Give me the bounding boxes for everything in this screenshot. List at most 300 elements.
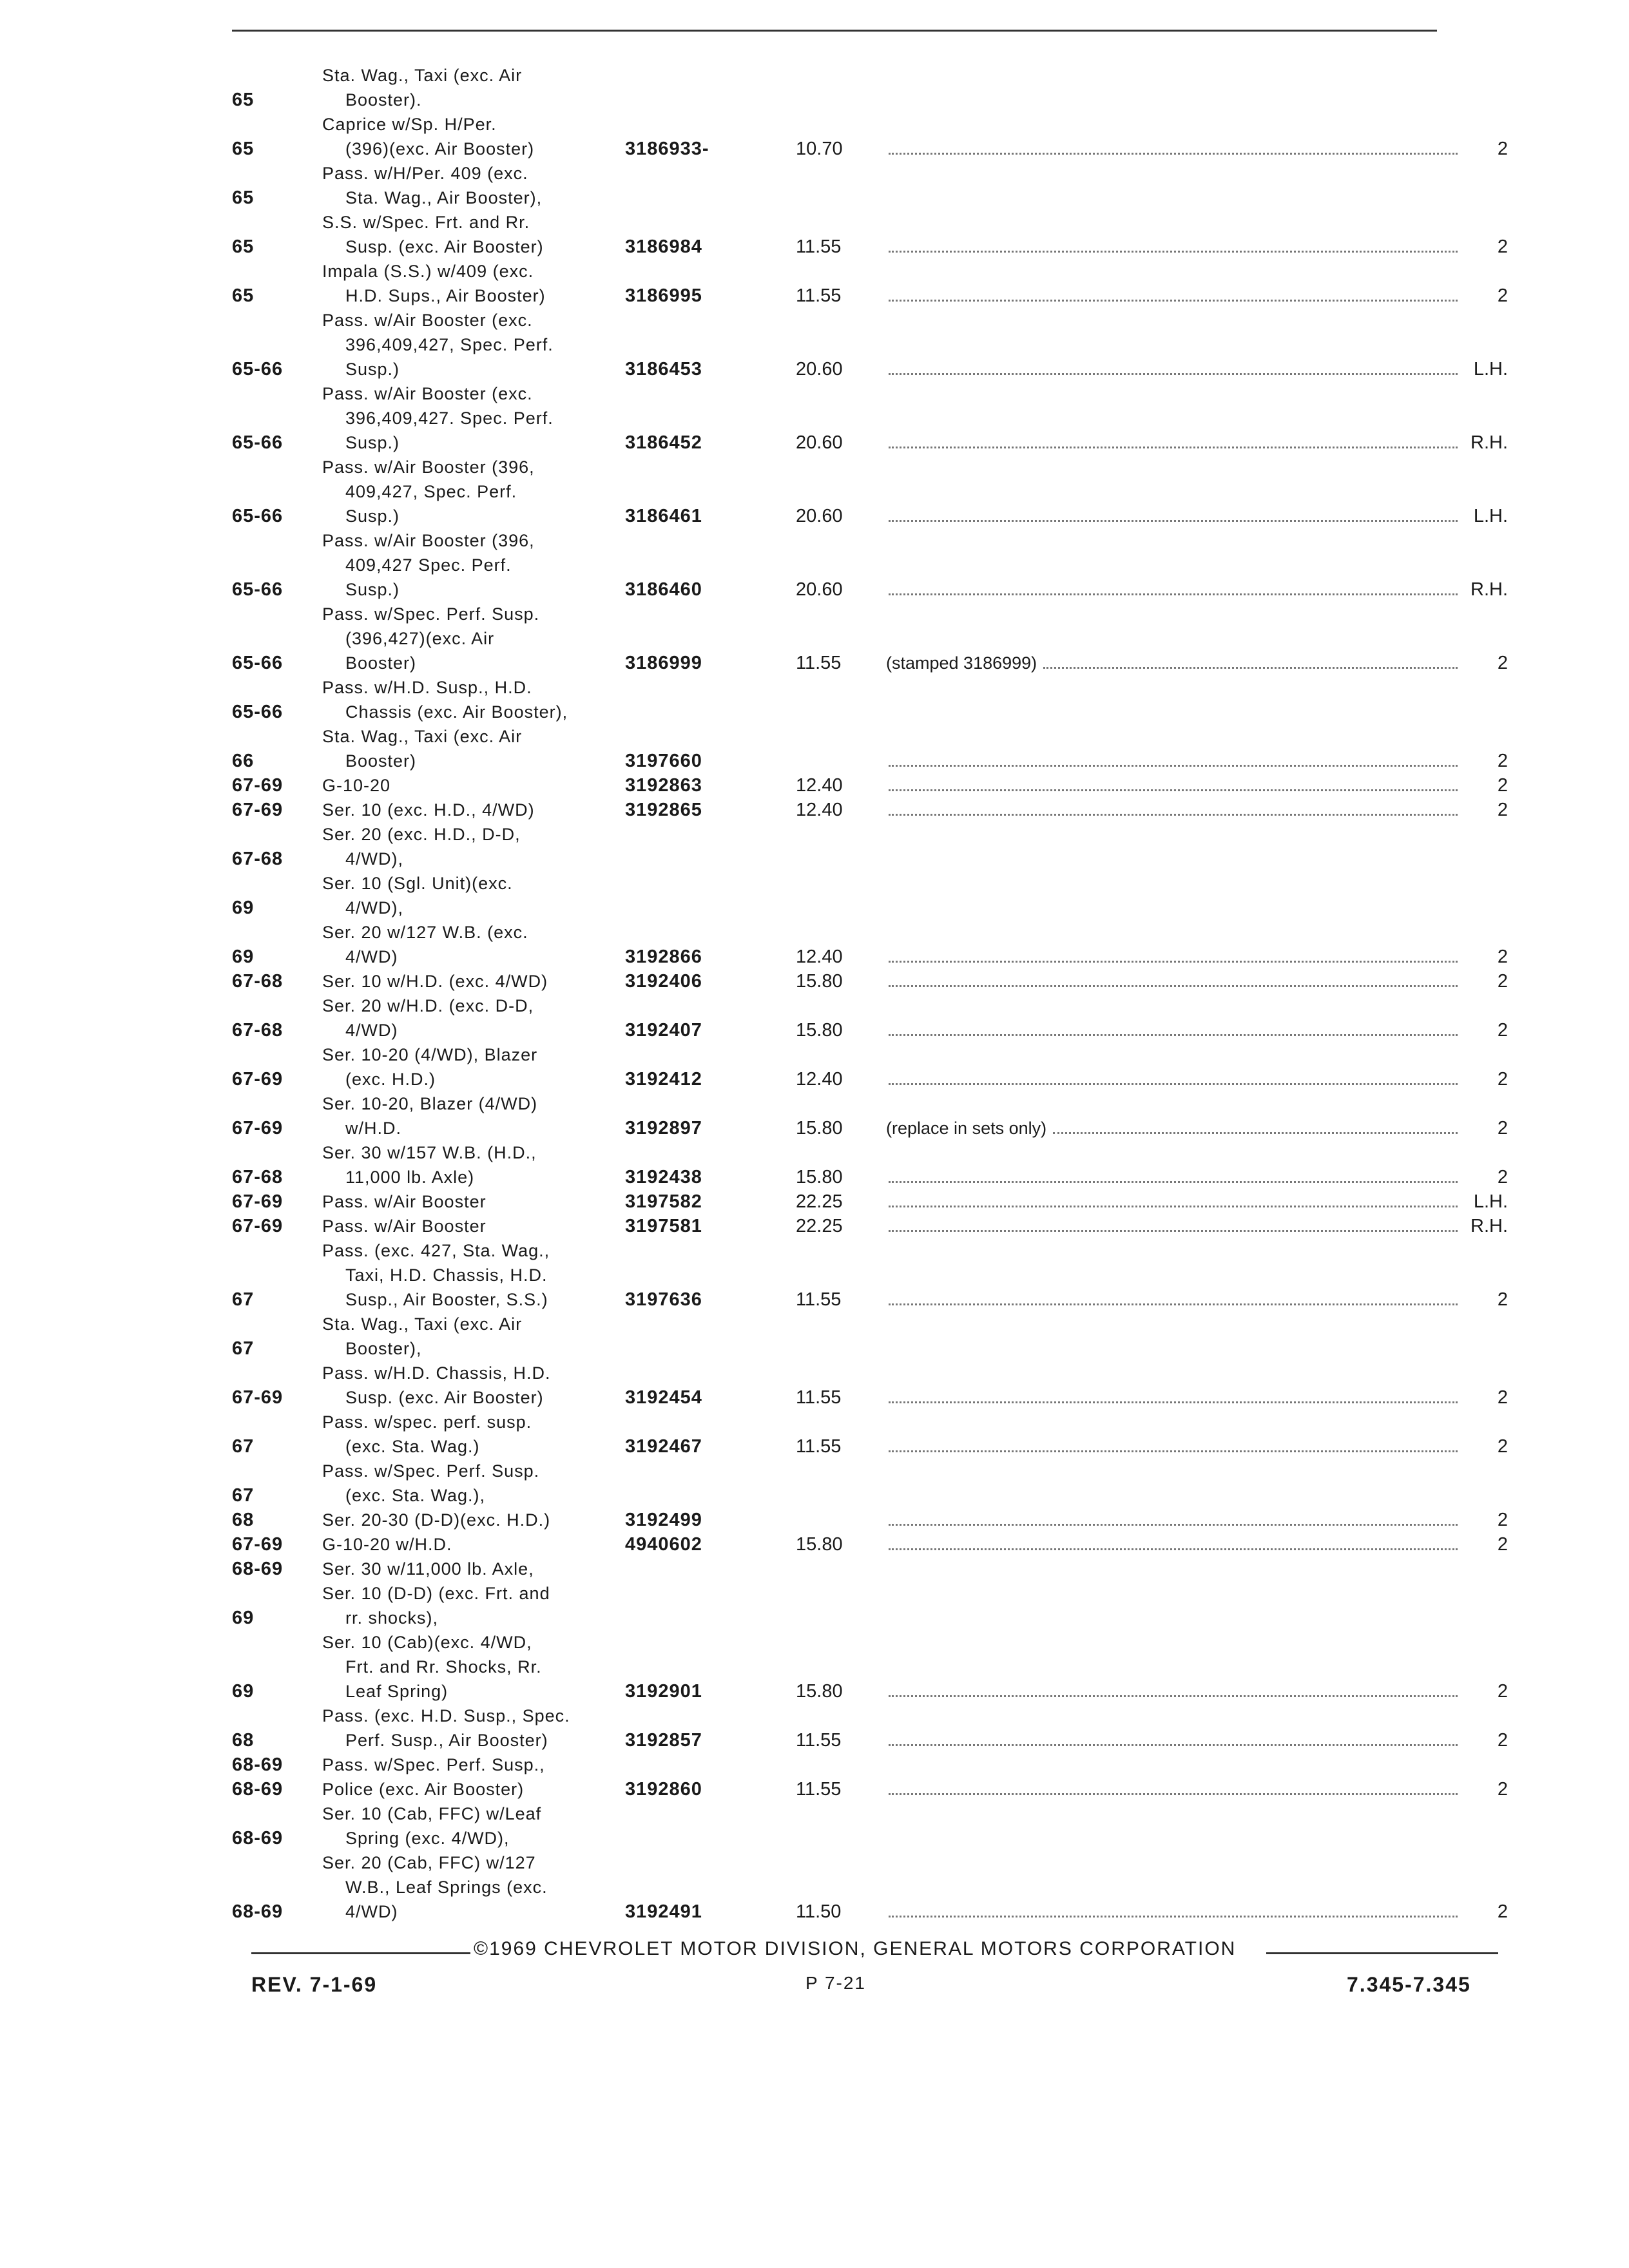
- model-years: 68-69: [232, 1559, 284, 1579]
- part-number: 3192467: [625, 1436, 702, 1457]
- dot-leader: [889, 447, 1458, 448]
- model-years: 65-66: [232, 579, 284, 600]
- note-leader: [886, 1116, 1463, 1140]
- model-years: 67-68: [232, 849, 284, 869]
- model-years: 65: [232, 187, 255, 208]
- price: 11.55: [796, 653, 842, 673]
- model-years: 65-66: [232, 702, 284, 722]
- application-description: [322, 675, 625, 724]
- note-leader: [886, 1753, 1463, 1777]
- part-number: 3192406: [625, 971, 702, 992]
- part-number: 3192897: [625, 1118, 702, 1139]
- price: 11.55: [796, 1779, 842, 1800]
- application-description: [322, 1214, 625, 1238]
- application-description: [322, 871, 625, 920]
- description-line: Ser. 10 (D-D) (exc. Frt. and: [322, 1584, 550, 1603]
- model-years: 67-68: [232, 1020, 284, 1041]
- application-description: [322, 994, 625, 1043]
- model-years: 67: [232, 1338, 255, 1359]
- list-item: [232, 969, 1508, 994]
- copyright-line: ©1969 CHEVROLET MOTOR DIVISION, GENERAL MOTORS CORPORATION: [474, 1938, 1237, 1959]
- note-leader: [886, 1165, 1463, 1189]
- description-line: Sta. Wag., Taxi (exc. Air: [322, 1314, 523, 1334]
- application-description: [322, 528, 625, 602]
- model-years: 68-69: [232, 1828, 284, 1849]
- application-description: [322, 63, 625, 112]
- description-line: (exc. H.D.): [345, 1070, 436, 1089]
- part-number: 3192901: [625, 1681, 702, 1702]
- note-leader: [886, 896, 1463, 920]
- note-leader: [886, 1018, 1463, 1043]
- part-number: 3192407: [625, 1020, 702, 1041]
- price: 22.25: [796, 1216, 843, 1236]
- quantity: R.H.: [1470, 579, 1508, 600]
- part-number: 3192412: [625, 1069, 702, 1090]
- description-line: rr. shocks),: [345, 1608, 439, 1628]
- description-line: 4/WD),: [345, 898, 403, 918]
- note-leader: [886, 1679, 1463, 1704]
- application-description: [322, 1238, 625, 1312]
- quantity: 2: [1497, 1730, 1508, 1751]
- list-item: [232, 724, 1508, 773]
- price: 15.80: [796, 1020, 843, 1041]
- quantity: 2: [1497, 236, 1508, 257]
- list-item: [232, 381, 1508, 455]
- note-leader: [886, 1826, 1463, 1850]
- list-item: [232, 1630, 1508, 1704]
- parts-list: [232, 63, 1508, 1924]
- list-item: [232, 822, 1508, 871]
- description-line: Pass. w/Spec. Perf. Susp.: [322, 604, 540, 624]
- price: 15.80: [796, 971, 843, 992]
- description-line: Ser. 20 (Cab, FFC) w/127: [322, 1853, 536, 1872]
- application-description: [322, 602, 625, 675]
- application-description: [322, 822, 625, 871]
- part-number: 3192438: [625, 1167, 702, 1187]
- quantity: 2: [1497, 1534, 1508, 1555]
- note-leader: [886, 137, 1463, 161]
- quantity: L.H.: [1473, 359, 1508, 380]
- note-leader: [886, 945, 1463, 969]
- description-line: Pass. w/H.D. Chassis, H.D.: [322, 1363, 551, 1383]
- description-line: S.S. w/Spec. Frt. and Rr.: [322, 213, 530, 232]
- part-number: 3197636: [625, 1289, 702, 1310]
- price: 11.55: [796, 285, 842, 306]
- quantity: 2: [1497, 1779, 1508, 1800]
- dot-leader: [889, 593, 1458, 595]
- part-number: 4940602: [625, 1534, 702, 1555]
- application-description: [322, 1312, 625, 1361]
- description-line: Ser. 10-20, Blazer (4/WD): [322, 1094, 538, 1113]
- dot-leader: [889, 1303, 1458, 1305]
- description-line: Ser. 30 w/157 W.B. (H.D.,: [322, 1143, 537, 1162]
- description-line: Caprice w/Sp. H/Per.: [322, 115, 497, 134]
- dot-leader: [889, 1034, 1458, 1036]
- list-item: [232, 1704, 1508, 1753]
- part-number: 3192454: [625, 1387, 702, 1408]
- price: 10.70: [796, 139, 843, 159]
- part-number: 3192499: [625, 1510, 702, 1530]
- application-description: [322, 798, 625, 822]
- quantity: R.H.: [1470, 432, 1508, 453]
- list-item: [232, 920, 1508, 969]
- model-years: 68: [232, 1730, 255, 1751]
- list-item: [232, 994, 1508, 1043]
- note-leader: [886, 1287, 1463, 1312]
- note-text: (stamped 3186999): [886, 651, 1041, 675]
- description-line: Pass. w/Air Booster: [322, 1216, 487, 1236]
- quantity: 2: [1497, 1167, 1508, 1187]
- quantity: 2: [1497, 285, 1508, 306]
- model-years: 67-69: [232, 1534, 284, 1555]
- list-item: [232, 528, 1508, 602]
- list-item: [232, 602, 1508, 675]
- model-years: 67-69: [232, 775, 284, 796]
- description-line: Ser. 20-30 (D-D)(exc. H.D.): [322, 1510, 551, 1530]
- quantity: 2: [1497, 971, 1508, 992]
- list-item: [232, 161, 1508, 210]
- note-leader: [886, 88, 1463, 112]
- application-description: [322, 308, 625, 381]
- note-leader: [886, 1532, 1463, 1557]
- part-number: 3186995: [625, 285, 702, 306]
- application-description: [322, 1140, 625, 1189]
- quantity: 2: [1497, 1681, 1508, 1702]
- description-line: Pass. w/Air Booster (396,: [322, 531, 535, 550]
- model-years: 67-69: [232, 1387, 284, 1408]
- model-years: 67-69: [232, 1069, 284, 1090]
- list-item: [232, 675, 1508, 724]
- list-item: [232, 308, 1508, 381]
- description-line: Ser. 10 (Cab)(exc. 4/WD,: [322, 1633, 532, 1652]
- description-line: Susp. (exc. Air Booster): [345, 237, 544, 256]
- part-number: 3192863: [625, 775, 702, 796]
- dot-leader: [889, 1548, 1458, 1550]
- quantity: 2: [1497, 947, 1508, 967]
- part-number: 3192860: [625, 1779, 702, 1800]
- description-line: Frt. and Rr. Shocks, Rr.: [345, 1657, 542, 1677]
- application-description: [322, 1459, 625, 1508]
- price: 20.60: [796, 506, 843, 526]
- application-description: [322, 455, 625, 528]
- price: 12.40: [796, 1069, 843, 1090]
- application-description: [322, 1361, 625, 1410]
- model-years: 65-66: [232, 432, 284, 453]
- application-description: [322, 1508, 625, 1532]
- model-years: 68: [232, 1510, 255, 1530]
- model-years: 67-68: [232, 1167, 284, 1187]
- list-item: [232, 1091, 1508, 1140]
- application-description: [322, 773, 625, 798]
- price: 20.60: [796, 579, 843, 600]
- model-years: 65: [232, 139, 255, 159]
- application-description: [322, 1850, 625, 1924]
- note-leader: [886, 1336, 1463, 1361]
- model-years: 65-66: [232, 653, 284, 673]
- list-item: [232, 63, 1508, 112]
- description-line: Spring (exc. 4/WD),: [345, 1829, 510, 1848]
- application-description: [322, 969, 625, 994]
- description-line: (exc. Sta. Wag.),: [345, 1486, 486, 1505]
- quantity: 2: [1497, 751, 1508, 771]
- description-line: G-10-20: [322, 776, 391, 795]
- description-line: 409,427 Spec. Perf.: [345, 555, 512, 575]
- model-years: 65-66: [232, 506, 284, 526]
- model-years: 67: [232, 1289, 255, 1310]
- model-years: 68-69: [232, 1901, 284, 1922]
- page-number: P 7-21: [805, 1973, 866, 1993]
- list-item: [232, 1459, 1508, 1508]
- note-leader: [886, 1434, 1463, 1459]
- description-line: Sta. Wag., Air Booster),: [345, 188, 543, 207]
- model-years: 67-69: [232, 1118, 284, 1139]
- list-item: [232, 210, 1508, 259]
- model-years: 65: [232, 90, 255, 110]
- top-rule: [232, 30, 1437, 32]
- model-years: 65-66: [232, 359, 284, 380]
- model-years: 69: [232, 898, 255, 918]
- price: 11.55: [796, 236, 842, 257]
- description-line: Ser. 10 (Sgl. Unit)(exc.: [322, 874, 513, 893]
- dot-leader: [889, 1916, 1458, 1917]
- application-description: [322, 1532, 625, 1557]
- dot-leader: [889, 1450, 1458, 1452]
- model-years: 68-69: [232, 1779, 284, 1800]
- model-years: 67-69: [232, 1216, 284, 1236]
- application-description: [322, 161, 625, 210]
- list-item: [232, 871, 1508, 920]
- description-line: Pass. w/Air Booster (396,: [322, 457, 535, 477]
- description-line: Susp., Air Booster, S.S.): [345, 1290, 548, 1309]
- model-years: 67: [232, 1485, 255, 1506]
- list-item: [232, 1312, 1508, 1361]
- quantity: 2: [1497, 139, 1508, 159]
- description-line: Booster): [345, 653, 417, 673]
- model-years: 68-69: [232, 1754, 284, 1775]
- description-line: Susp.): [345, 580, 400, 599]
- description-line: Sta. Wag., Taxi (exc. Air: [322, 66, 523, 85]
- application-description: [322, 1091, 625, 1140]
- list-item: [232, 1777, 1508, 1802]
- list-item: [232, 1532, 1508, 1557]
- note-leader: [886, 1189, 1463, 1214]
- description-line: H.D. Sups., Air Booster): [345, 286, 546, 305]
- dot-leader: [889, 765, 1458, 767]
- dot-leader: [889, 985, 1458, 987]
- note-leader: [886, 1508, 1463, 1532]
- price: 12.40: [796, 947, 843, 967]
- description-line: W.B., Leaf Springs (exc.: [345, 1878, 548, 1897]
- part-number: 3186461: [625, 506, 702, 526]
- description-line: Sta. Wag., Taxi (exc. Air: [322, 727, 523, 746]
- description-line: Pass. w/spec. perf. susp.: [322, 1412, 532, 1432]
- part-number: 3192491: [625, 1901, 702, 1922]
- dot-leader: [889, 251, 1458, 253]
- dot-leader: [889, 1524, 1458, 1526]
- description-line: Pass. w/Air Booster (exc.: [322, 384, 533, 403]
- application-description: [322, 1043, 625, 1091]
- price: 15.80: [796, 1534, 843, 1555]
- description-line: Impala (S.S.) w/409 (exc.: [322, 262, 534, 281]
- description-line: 396,409,427. Spec. Perf.: [345, 408, 554, 428]
- description-line: Pass. w/Spec. Perf. Susp.,: [322, 1755, 545, 1774]
- model-years: 67-69: [232, 1191, 284, 1212]
- description-line: (396)(exc. Air Booster): [345, 139, 535, 159]
- dot-leader: [889, 961, 1458, 963]
- application-description: [322, 1704, 625, 1753]
- footer-rule-left: [251, 1952, 470, 1954]
- dot-leader: [889, 300, 1458, 302]
- list-item: [232, 773, 1508, 798]
- description-line: Ser. 20 w/127 W.B. (exc.: [322, 923, 528, 942]
- description-line: 4/WD): [345, 947, 398, 966]
- list-item: [232, 1410, 1508, 1459]
- note-leader: [886, 430, 1463, 455]
- dot-leader: [889, 373, 1458, 375]
- description-line: Pass. w/H/Per. 409 (exc.: [322, 164, 528, 183]
- description-line: Ser. 20 (exc. H.D., D-D,: [322, 825, 521, 844]
- price: 15.80: [796, 1681, 843, 1702]
- model-years: 66: [232, 751, 255, 771]
- list-item: [232, 1753, 1508, 1777]
- note-leader: [886, 651, 1463, 675]
- dot-leader: [889, 1695, 1458, 1697]
- application-description: [322, 1630, 625, 1704]
- application-description: [322, 1410, 625, 1459]
- application-description: [322, 210, 625, 259]
- footer-rule-right: [1266, 1952, 1498, 1954]
- application-description: [322, 381, 625, 455]
- quantity: 2: [1497, 1901, 1508, 1922]
- part-number: 3197581: [625, 1216, 702, 1236]
- application-description: [322, 1802, 625, 1850]
- price: 11.55: [796, 1436, 842, 1457]
- description-line: Susp.): [345, 433, 400, 452]
- note-leader: [886, 1067, 1463, 1091]
- note-leader: [886, 1557, 1463, 1581]
- price: 12.40: [796, 800, 843, 820]
- dot-leader: [889, 1793, 1458, 1795]
- note-leader: [886, 969, 1463, 994]
- quantity: R.H.: [1470, 1216, 1508, 1236]
- description-line: Susp. (exc. Air Booster): [345, 1388, 544, 1407]
- description-line: Ser. 10 w/H.D. (exc. 4/WD): [322, 972, 548, 991]
- description-line: Pass. (exc. H.D. Susp., Spec.: [322, 1706, 570, 1725]
- price: 11.50: [796, 1901, 842, 1922]
- description-line: 396,409,427, Spec. Perf.: [345, 335, 554, 354]
- description-line: Pass. w/Air Booster: [322, 1192, 487, 1211]
- description-line: 4/WD): [345, 1902, 398, 1921]
- part-number: 3192866: [625, 947, 702, 967]
- revision-date: REV. 7-1-69: [251, 1973, 378, 1996]
- dot-leader: [889, 1401, 1458, 1403]
- application-description: [322, 724, 625, 773]
- price: 22.25: [796, 1191, 843, 1212]
- dot-leader: [889, 1181, 1458, 1183]
- list-item: [232, 1140, 1508, 1189]
- application-description: [322, 1189, 625, 1214]
- price: 11.55: [796, 1289, 842, 1310]
- note-leader: [886, 357, 1463, 381]
- note-leader: [886, 1483, 1463, 1508]
- note-leader: [886, 1728, 1463, 1753]
- note-leader: [886, 847, 1463, 871]
- note-leader: [886, 773, 1463, 798]
- note-leader: [886, 1214, 1463, 1238]
- note-leader: [886, 700, 1463, 724]
- part-number: 3197582: [625, 1191, 702, 1212]
- price: 20.60: [796, 432, 843, 453]
- description-line: 4/WD),: [345, 849, 403, 869]
- list-item: [232, 1361, 1508, 1410]
- application-description: [322, 920, 625, 969]
- application-description: [322, 259, 625, 308]
- list-item: [232, 798, 1508, 822]
- description-line: Ser. 10-20 (4/WD), Blazer: [322, 1045, 538, 1064]
- note-leader: [886, 235, 1463, 259]
- quantity: 2: [1497, 1436, 1508, 1457]
- description-line: w/H.D.: [345, 1119, 401, 1138]
- quantity: 2: [1497, 775, 1508, 796]
- description-line: Taxi, H.D. Chassis, H.D.: [345, 1265, 548, 1285]
- price: 15.80: [796, 1167, 843, 1187]
- model-years: 67: [232, 1436, 255, 1457]
- quantity: 2: [1497, 800, 1508, 820]
- dot-leader: [889, 1083, 1458, 1085]
- note-leader: [886, 1777, 1463, 1802]
- part-number: 3186933-: [625, 139, 709, 159]
- section-number: 7.345-7.345: [1347, 1973, 1471, 1996]
- note-leader: [886, 1385, 1463, 1410]
- quantity: L.H.: [1473, 506, 1508, 526]
- description-line: (396,427)(exc. Air: [345, 629, 495, 648]
- list-item: [232, 455, 1508, 528]
- part-number: 3197660: [625, 751, 702, 771]
- description-line: Perf. Susp., Air Booster): [345, 1731, 548, 1750]
- description-line: Ser. 30 w/11,000 lb. Axle,: [322, 1559, 534, 1579]
- quantity: 2: [1497, 1020, 1508, 1041]
- part-number: 3186452: [625, 432, 702, 453]
- model-years: 65: [232, 285, 255, 306]
- model-years: 69: [232, 1608, 255, 1628]
- note-leader: [886, 504, 1463, 528]
- note-leader: [886, 1899, 1463, 1924]
- description-line: Booster): [345, 751, 417, 771]
- description-line: Ser. 20 w/H.D. (exc. D-D,: [322, 996, 534, 1015]
- note-leader: [886, 577, 1463, 602]
- list-item: [232, 259, 1508, 308]
- note-text: (replace in sets only): [886, 1116, 1050, 1140]
- dot-leader: [889, 1744, 1458, 1746]
- description-line: Pass. w/Air Booster (exc.: [322, 311, 533, 330]
- list-item: [232, 1581, 1508, 1630]
- part-number: 3192865: [625, 800, 702, 820]
- model-years: 69: [232, 1681, 255, 1702]
- dot-leader: [1043, 667, 1458, 669]
- application-description: [322, 1557, 625, 1581]
- description-line: Ser. 10 (Cab, FFC) w/Leaf: [322, 1804, 542, 1823]
- description-line: Police (exc. Air Booster): [322, 1780, 525, 1799]
- application-description: [322, 1581, 625, 1630]
- list-item: [232, 1508, 1508, 1532]
- note-leader: [886, 284, 1463, 308]
- description-line: Susp.): [345, 506, 400, 526]
- part-number: 3186453: [625, 359, 702, 380]
- description-line: Chassis (exc. Air Booster),: [345, 702, 568, 722]
- list-item: [232, 112, 1508, 161]
- model-years: 67-69: [232, 800, 284, 820]
- part-number: 3186984: [625, 236, 702, 257]
